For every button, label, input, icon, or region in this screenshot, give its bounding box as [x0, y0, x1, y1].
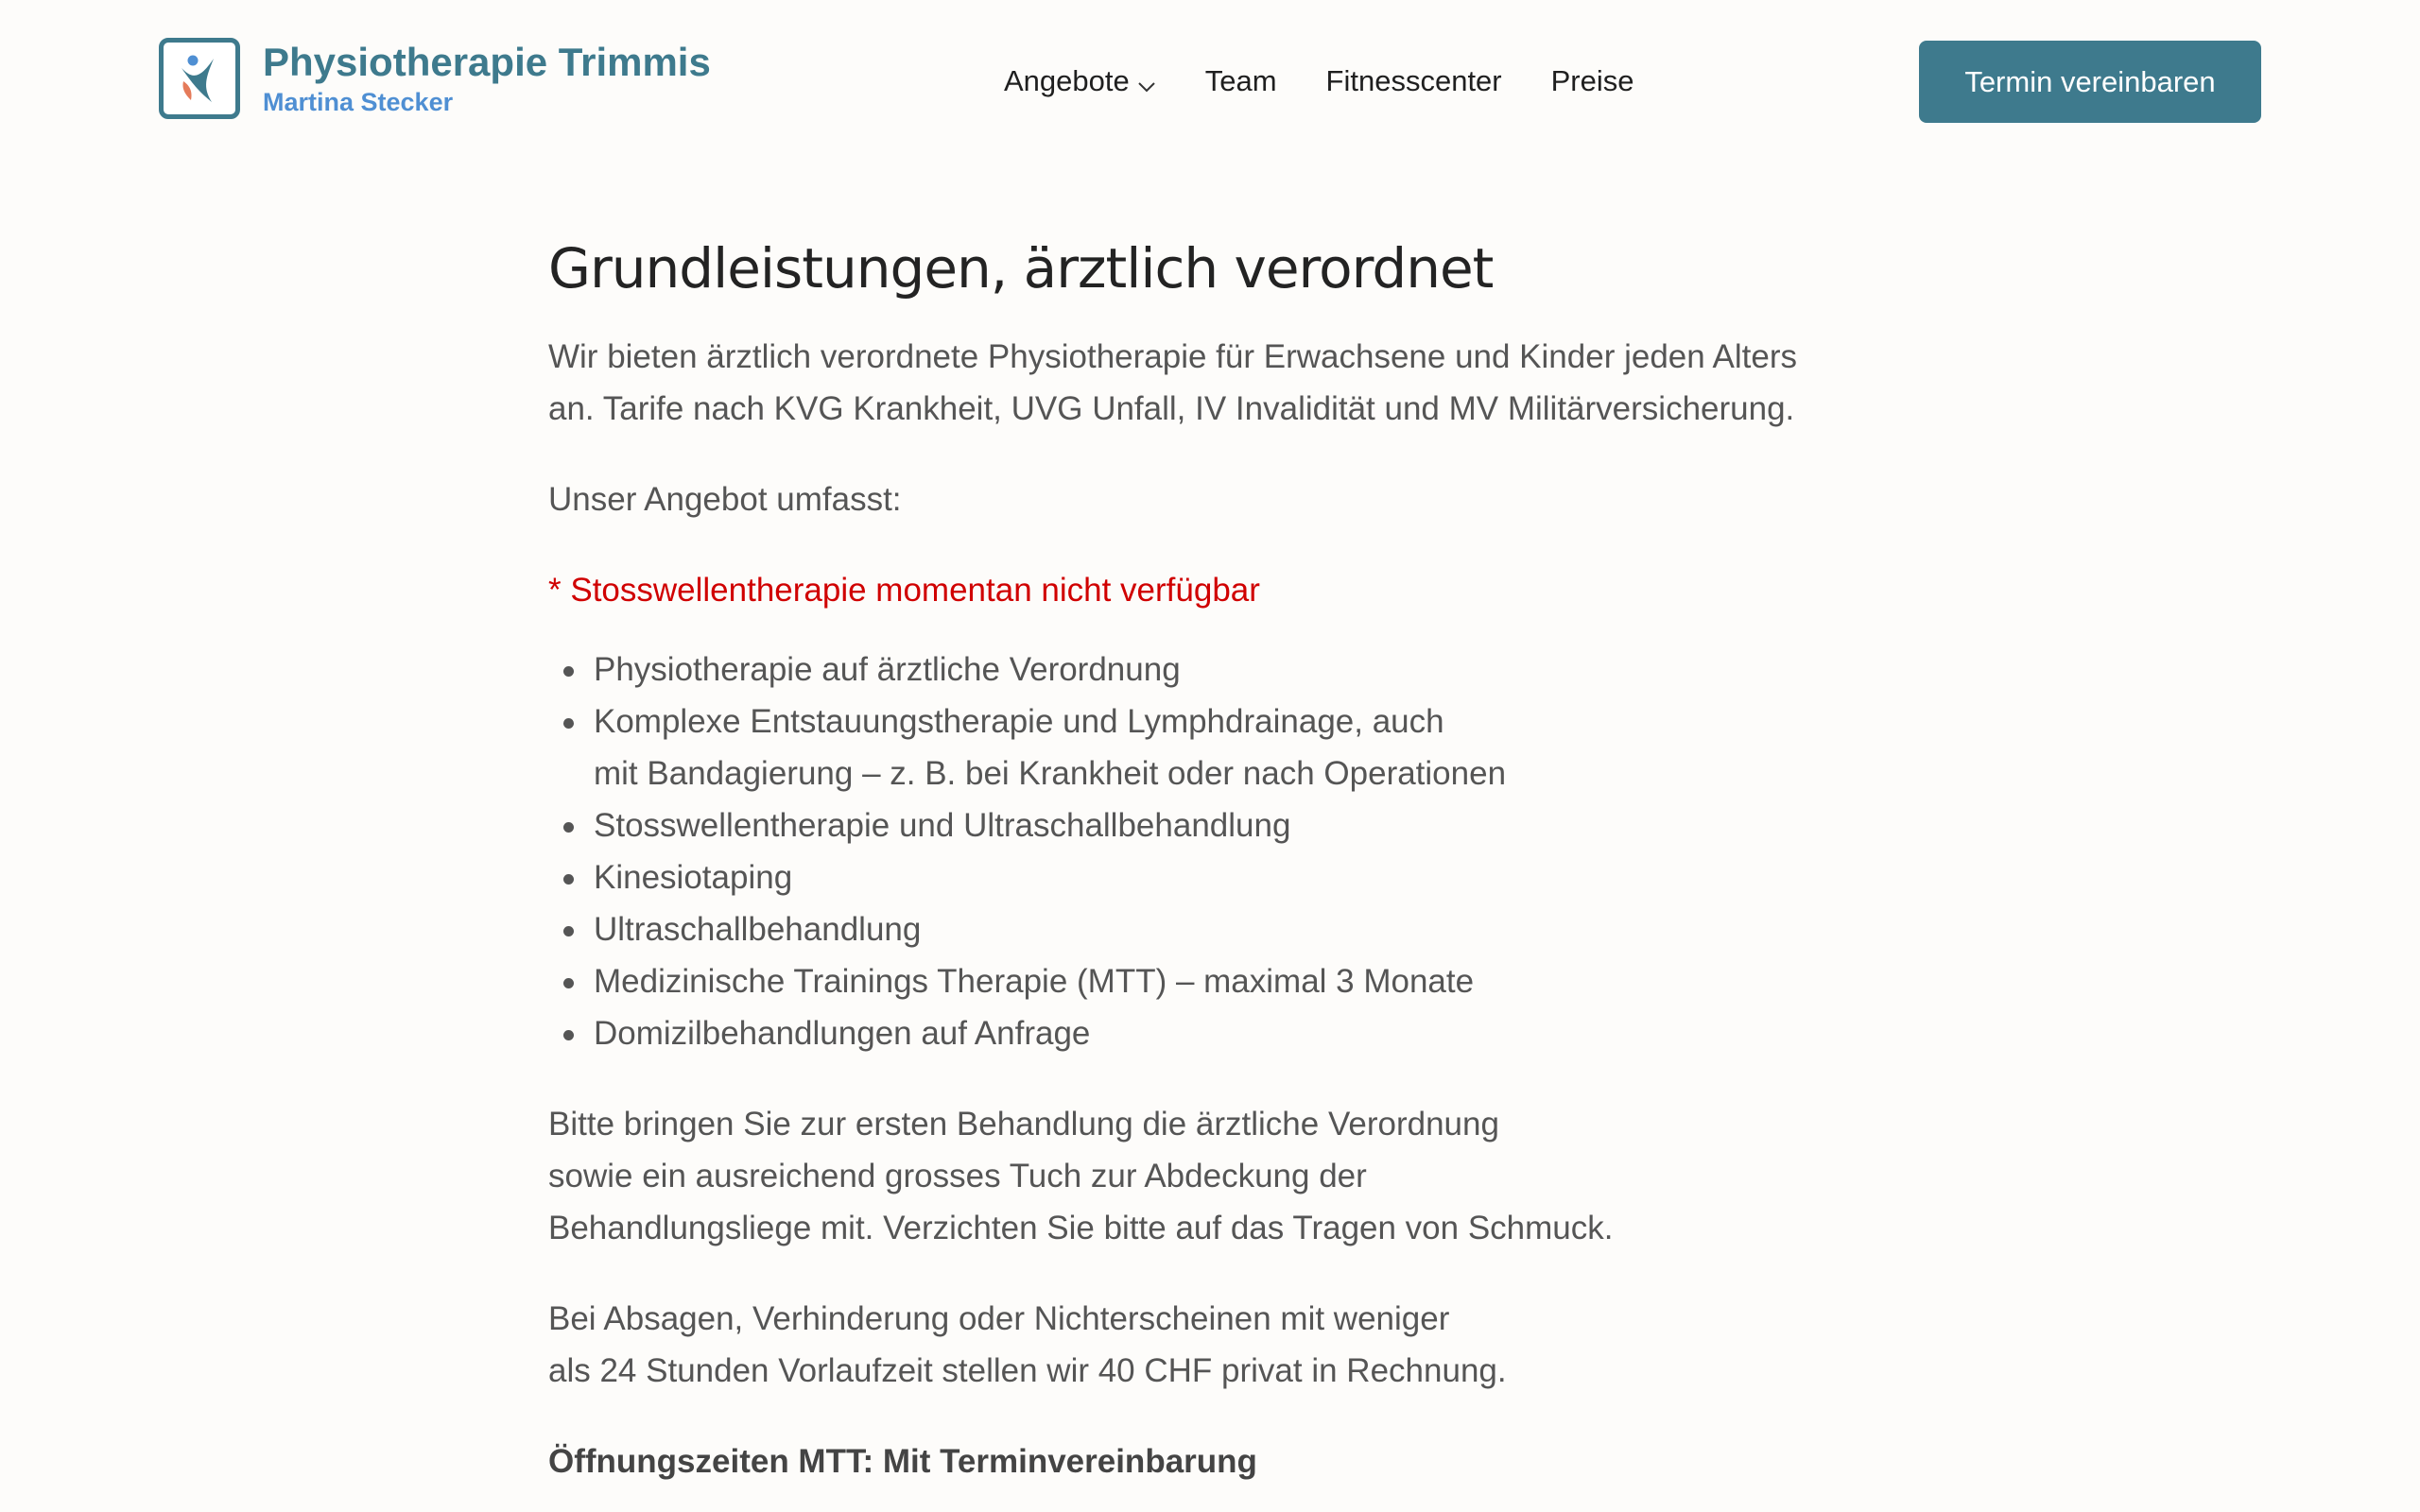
list-item-text: Medizinische Trainings Therapie (MTT) – maximal 3 Monate	[594, 963, 1475, 1000]
bullet-icon	[563, 926, 574, 936]
nav-item-preise[interactable]	[1551, 64, 1634, 98]
page-title: Grundleistungen, ärztlich verordnet	[548, 236, 1494, 301]
list-item-text: Komplexe Entstauungstherapie und Lymphdrainage, auch	[594, 703, 1444, 740]
intro-line: Wir bieten ärztlich verordnete Physiotherapie für Erwachsene und Kinder jeden Alters	[548, 338, 1797, 375]
instructions-paragraph	[548, 1098, 1910, 1254]
intro-line: an. Tarife nach KVG Krankheit, UVG Unfall, IV Invalidität und MV Militärversicherung.	[548, 390, 1795, 427]
list-item	[594, 799, 1910, 851]
bullet-icon	[563, 1030, 574, 1040]
availability-notice: * Stosswellentherapie momentan nicht verfügbar	[548, 572, 1260, 609]
nav-item-angebote[interactable]	[1004, 62, 1156, 100]
instructions-line: sowie ein ausreichend grosses Tuch zur Abdeckung der	[548, 1158, 1367, 1194]
book-appointment-button[interactable]: Termin vereinbaren	[1919, 41, 2261, 123]
instructions-line: Bitte bringen Sie zur ersten Behandlung die ärztliche Verordnung	[548, 1106, 1499, 1143]
list-item	[594, 903, 1910, 955]
list-item-text: Ultraschallbehandlung	[594, 911, 922, 948]
nav-item-label: Fitnesscenter	[1325, 64, 1502, 97]
list-item-text: Stosswellentherapie und Ultraschallbehandlung	[594, 807, 1291, 844]
nav-item-label: Preise	[1550, 64, 1634, 97]
list-item-text: mit Bandagierung – z. B. bei Krankheit oder nach Operationen	[594, 755, 1507, 792]
main-content	[548, 231, 1910, 1487]
list-item-text: Kinesiotaping	[594, 859, 793, 896]
physio-figure-icon	[159, 38, 240, 119]
nav-item-label: Team	[1204, 64, 1277, 97]
services-list	[548, 644, 1910, 1059]
list-item	[594, 696, 1910, 799]
main-nav	[1004, 62, 1634, 100]
instructions-line: Behandlungsliege mit. Verzichten Sie bitte auf das Tragen von Schmuck.	[548, 1210, 1614, 1246]
bullet-icon	[563, 666, 574, 677]
nav-item-label: Angebote	[1004, 64, 1130, 97]
chevron-down-icon	[1137, 66, 1156, 100]
bullet-icon	[563, 822, 574, 833]
bullet-icon	[563, 718, 574, 729]
cancellation-paragraph	[548, 1293, 1910, 1397]
list-item	[594, 955, 1910, 1007]
site-header	[0, 0, 2420, 165]
list-item	[594, 644, 1910, 696]
nav-item-team[interactable]	[1205, 64, 1277, 98]
brand-home-link[interactable]	[159, 38, 711, 119]
offer-label: Unser Angebot umfasst:	[548, 481, 902, 518]
cancellation-line: als 24 Stunden Vorlaufzeit stellen wir 40 CHF privat in Rechnung.	[548, 1352, 1507, 1389]
brand-subtitle: Martina Stecker	[263, 87, 454, 116]
bullet-icon	[563, 978, 574, 988]
bullet-icon	[563, 874, 574, 885]
list-item	[594, 851, 1910, 903]
intro-paragraph	[548, 331, 1891, 435]
brand-title: Physiotherapie Trimmis	[263, 39, 711, 84]
list-item-text: Physiotherapie auf ärztliche Verordnung	[594, 651, 1181, 688]
nav-item-fitnesscenter[interactable]	[1326, 64, 1502, 98]
opening-hours-heading: Öffnungszeiten MTT: Mit Terminvereinbarung	[548, 1443, 1257, 1480]
list-item-text: Domizilbehandlungen auf Anfrage	[594, 1015, 1091, 1052]
list-item	[594, 1007, 1910, 1059]
cancellation-line: Bei Absagen, Verhinderung oder Nichterscheinen mit weniger	[548, 1300, 1450, 1337]
